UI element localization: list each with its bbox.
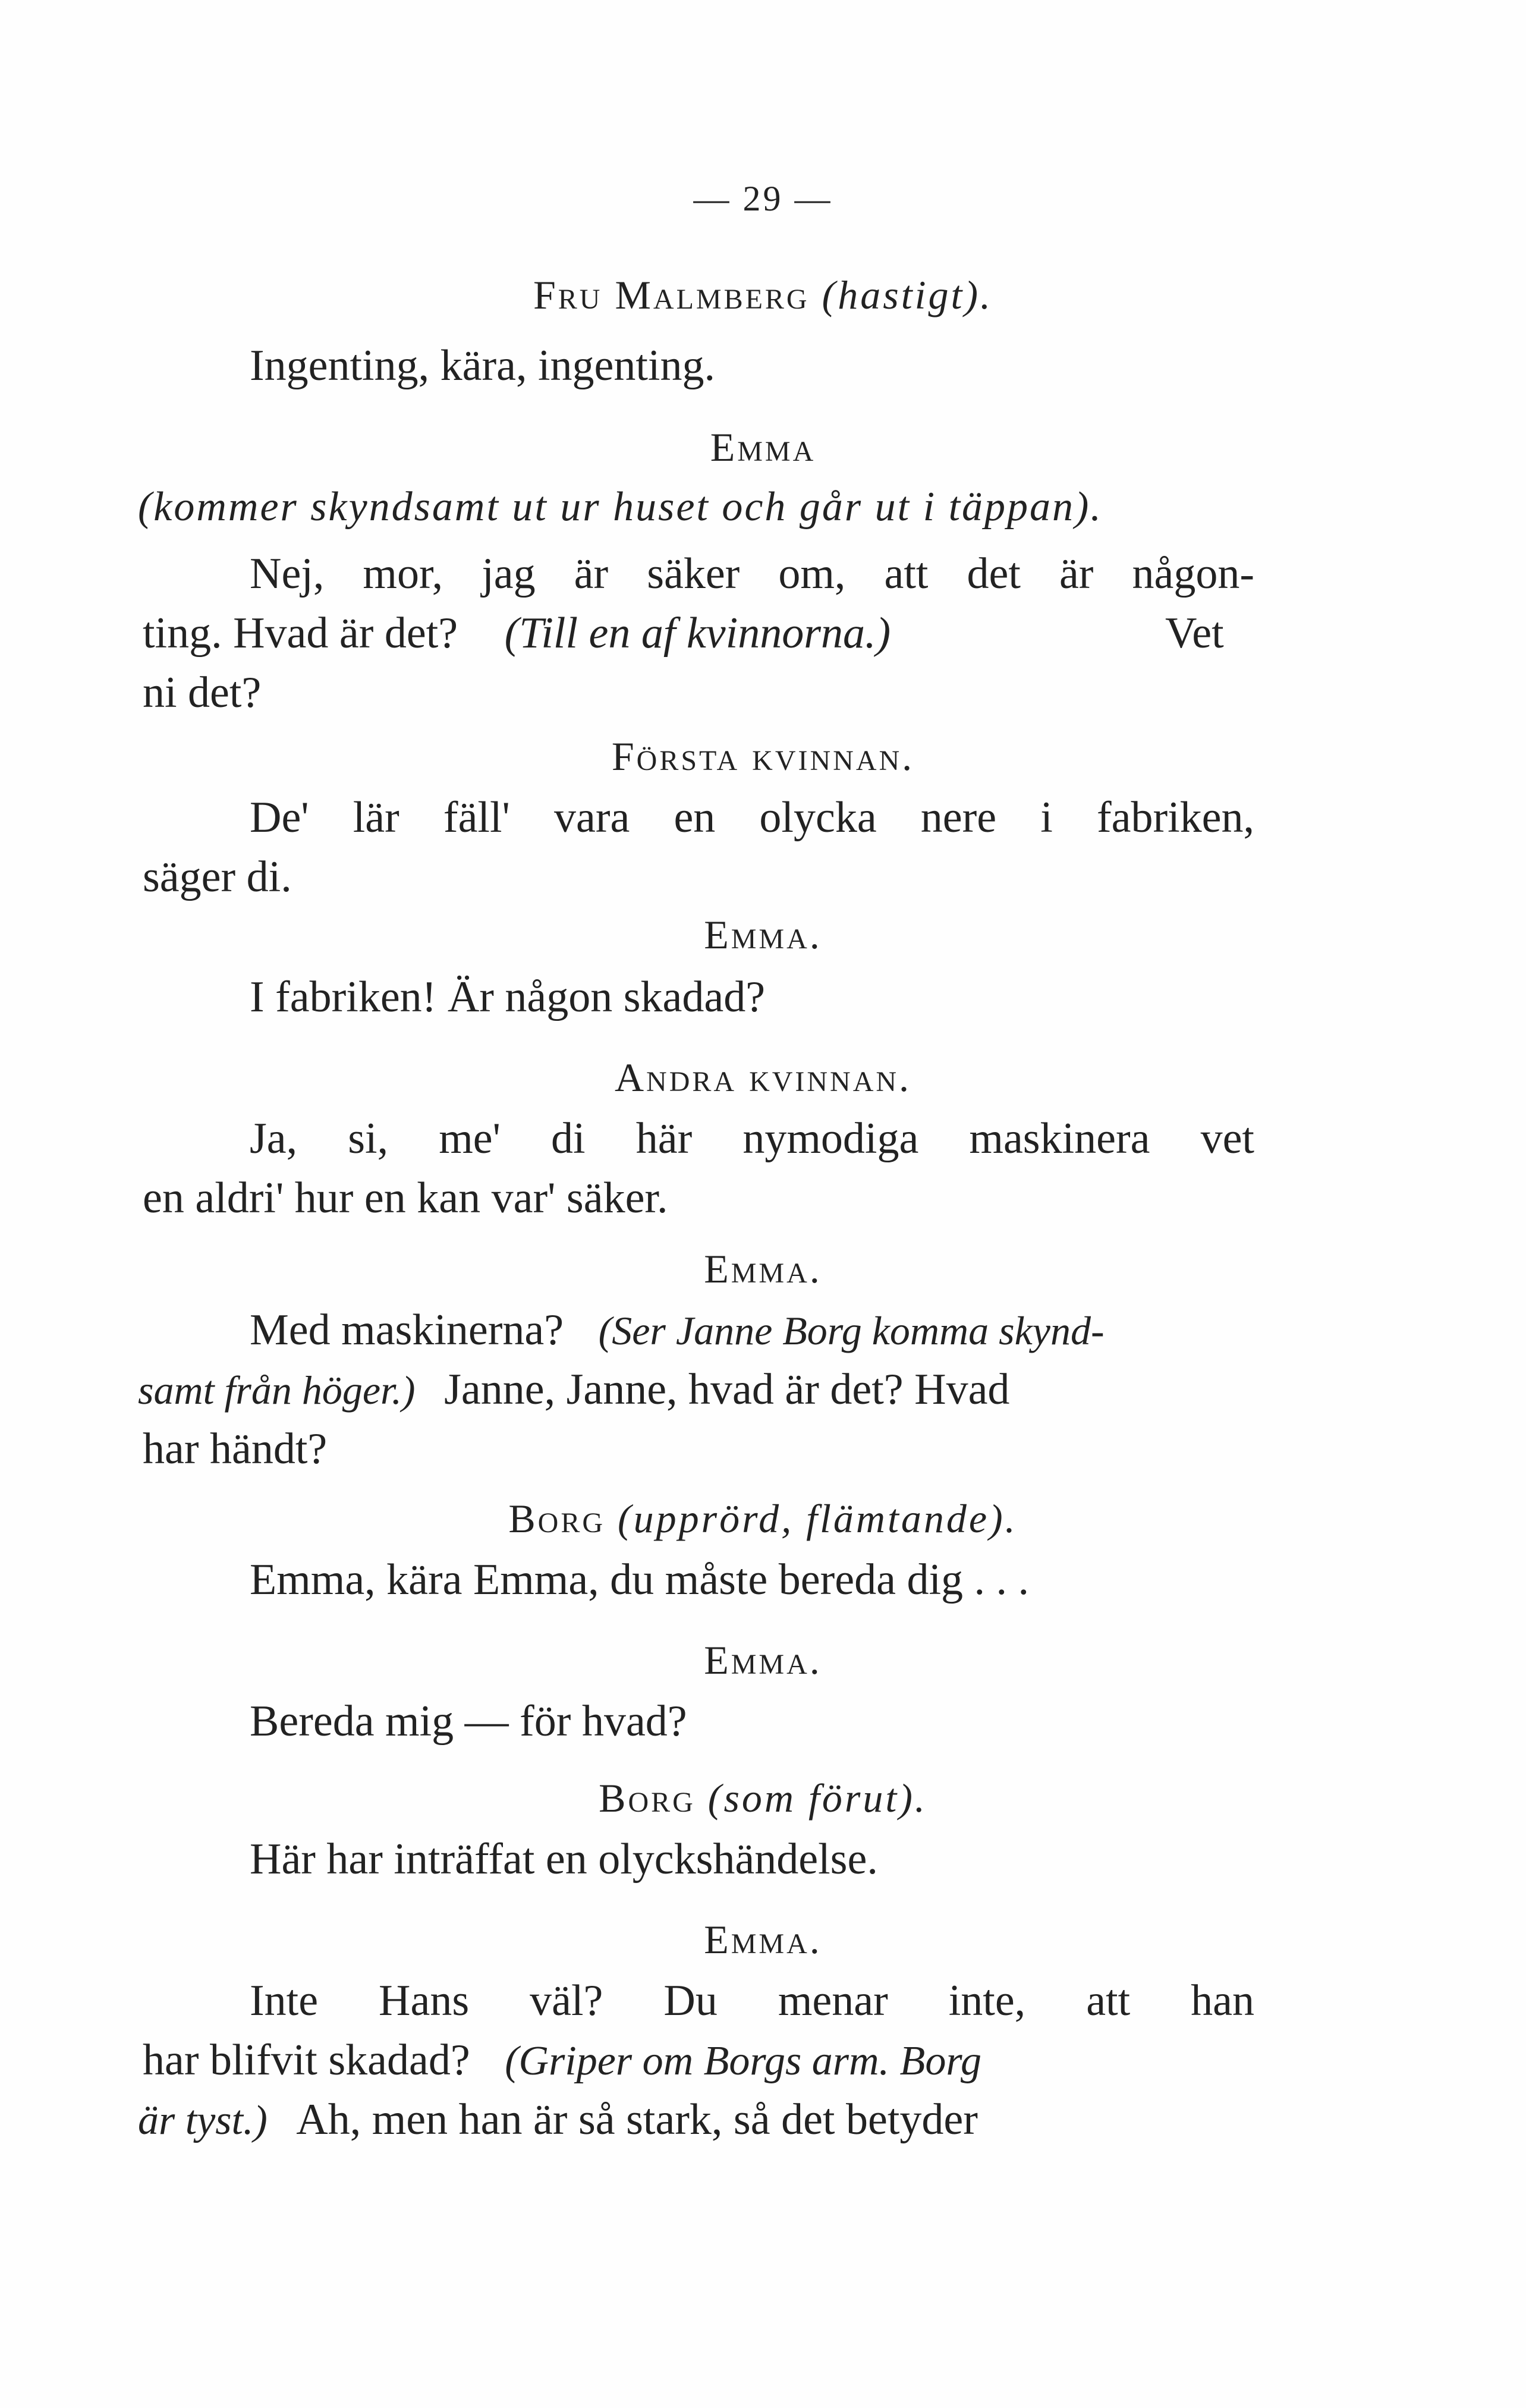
speaker-heading [0,272,1526,317]
dialogue-line: har händt? [143,1425,328,1473]
dialogue-line: Nej, mor, jag är säker om, att det är någon- [250,549,1254,598]
dialogue-line [138,2095,978,2144]
speaker-heading [0,1498,1526,1539]
page-number: — 29 — [693,179,833,218]
speaker-name: Första kvinnan. [611,734,915,779]
dialogue-line [138,1365,1010,1414]
dialogue-text: ting. Hvad är det? [143,609,458,658]
stage-direction: (upprörd, flämtande). [618,1496,1018,1541]
speaker-name: Borg [508,1496,606,1541]
speaker-name: Emma [710,425,816,470]
stage-direction: (Griper om Borgs arm. Borg [505,2038,981,2084]
stage-direction: är tyst.) [138,2098,268,2143]
dialogue-line: Ingenting, kära, ingenting. [250,341,715,390]
dialogue-line: Ja, si, me' di här nymodiga maskinera vet [250,1114,1254,1163]
speaker-heading [0,1775,1526,1821]
stage-direction: (kommer skyndsamt ut ur huset och går ut i täppan). [138,484,1103,530]
dialogue-line: De' lär fäll' vara en olycka nere i fabriken, [250,793,1254,842]
dialogue-line [143,609,891,658]
stage-direction: (hastigt). [822,272,993,317]
dialogue-line: Vet [1165,609,1224,658]
dialogue-text: Janne, Janne, hvad är det? Hvad [444,1365,1010,1414]
dialogue-line [250,1308,1105,1352]
dialogue-line: I fabriken! Är någon skadad? [250,973,766,1021]
speaker-name: Emma. [704,1637,822,1683]
speaker-name: Borg [599,1775,696,1821]
dialogue-line [143,2036,981,2085]
dialogue-line: Bereda mig — för hvad? [250,1697,687,1746]
dialogue-text: Med maskinerna? [250,1306,564,1354]
dialogue-line: Här har inträffat en olyckshändelse. [250,1835,878,1884]
dialogue-text: har blifvit skadad? [143,2036,470,2085]
stage-direction: (Ser Janne Borg komma skynd- [598,1308,1105,1353]
dialogue-text: Ah, men han är så stark, så det betyder [296,2095,978,2144]
stage-direction: (som förut). [707,1775,927,1821]
dialogue-line: ni det? [143,668,262,717]
stage-direction: (Till en af kvinnorna.) [504,609,891,658]
speaker-name: Andra kvinnan. [614,1055,912,1100]
dialogue-line: Inte Hans väl? Du menar inte, att han [250,1976,1254,2025]
speaker-name: Emma. [704,912,822,957]
speaker-name: Fru Malmberg [533,272,810,317]
dialogue-line: en aldri' hur en kan var' säker. [143,1174,668,1222]
dialogue-line: säger di. [143,853,292,901]
speaker-name: Emma. [704,1246,822,1291]
speaker-name: Emma. [704,1917,822,1962]
stage-direction: samt från höger.) [138,1368,416,1413]
dialogue-line: Emma, kära Emma, du måste bereda dig . . . [250,1555,1030,1604]
